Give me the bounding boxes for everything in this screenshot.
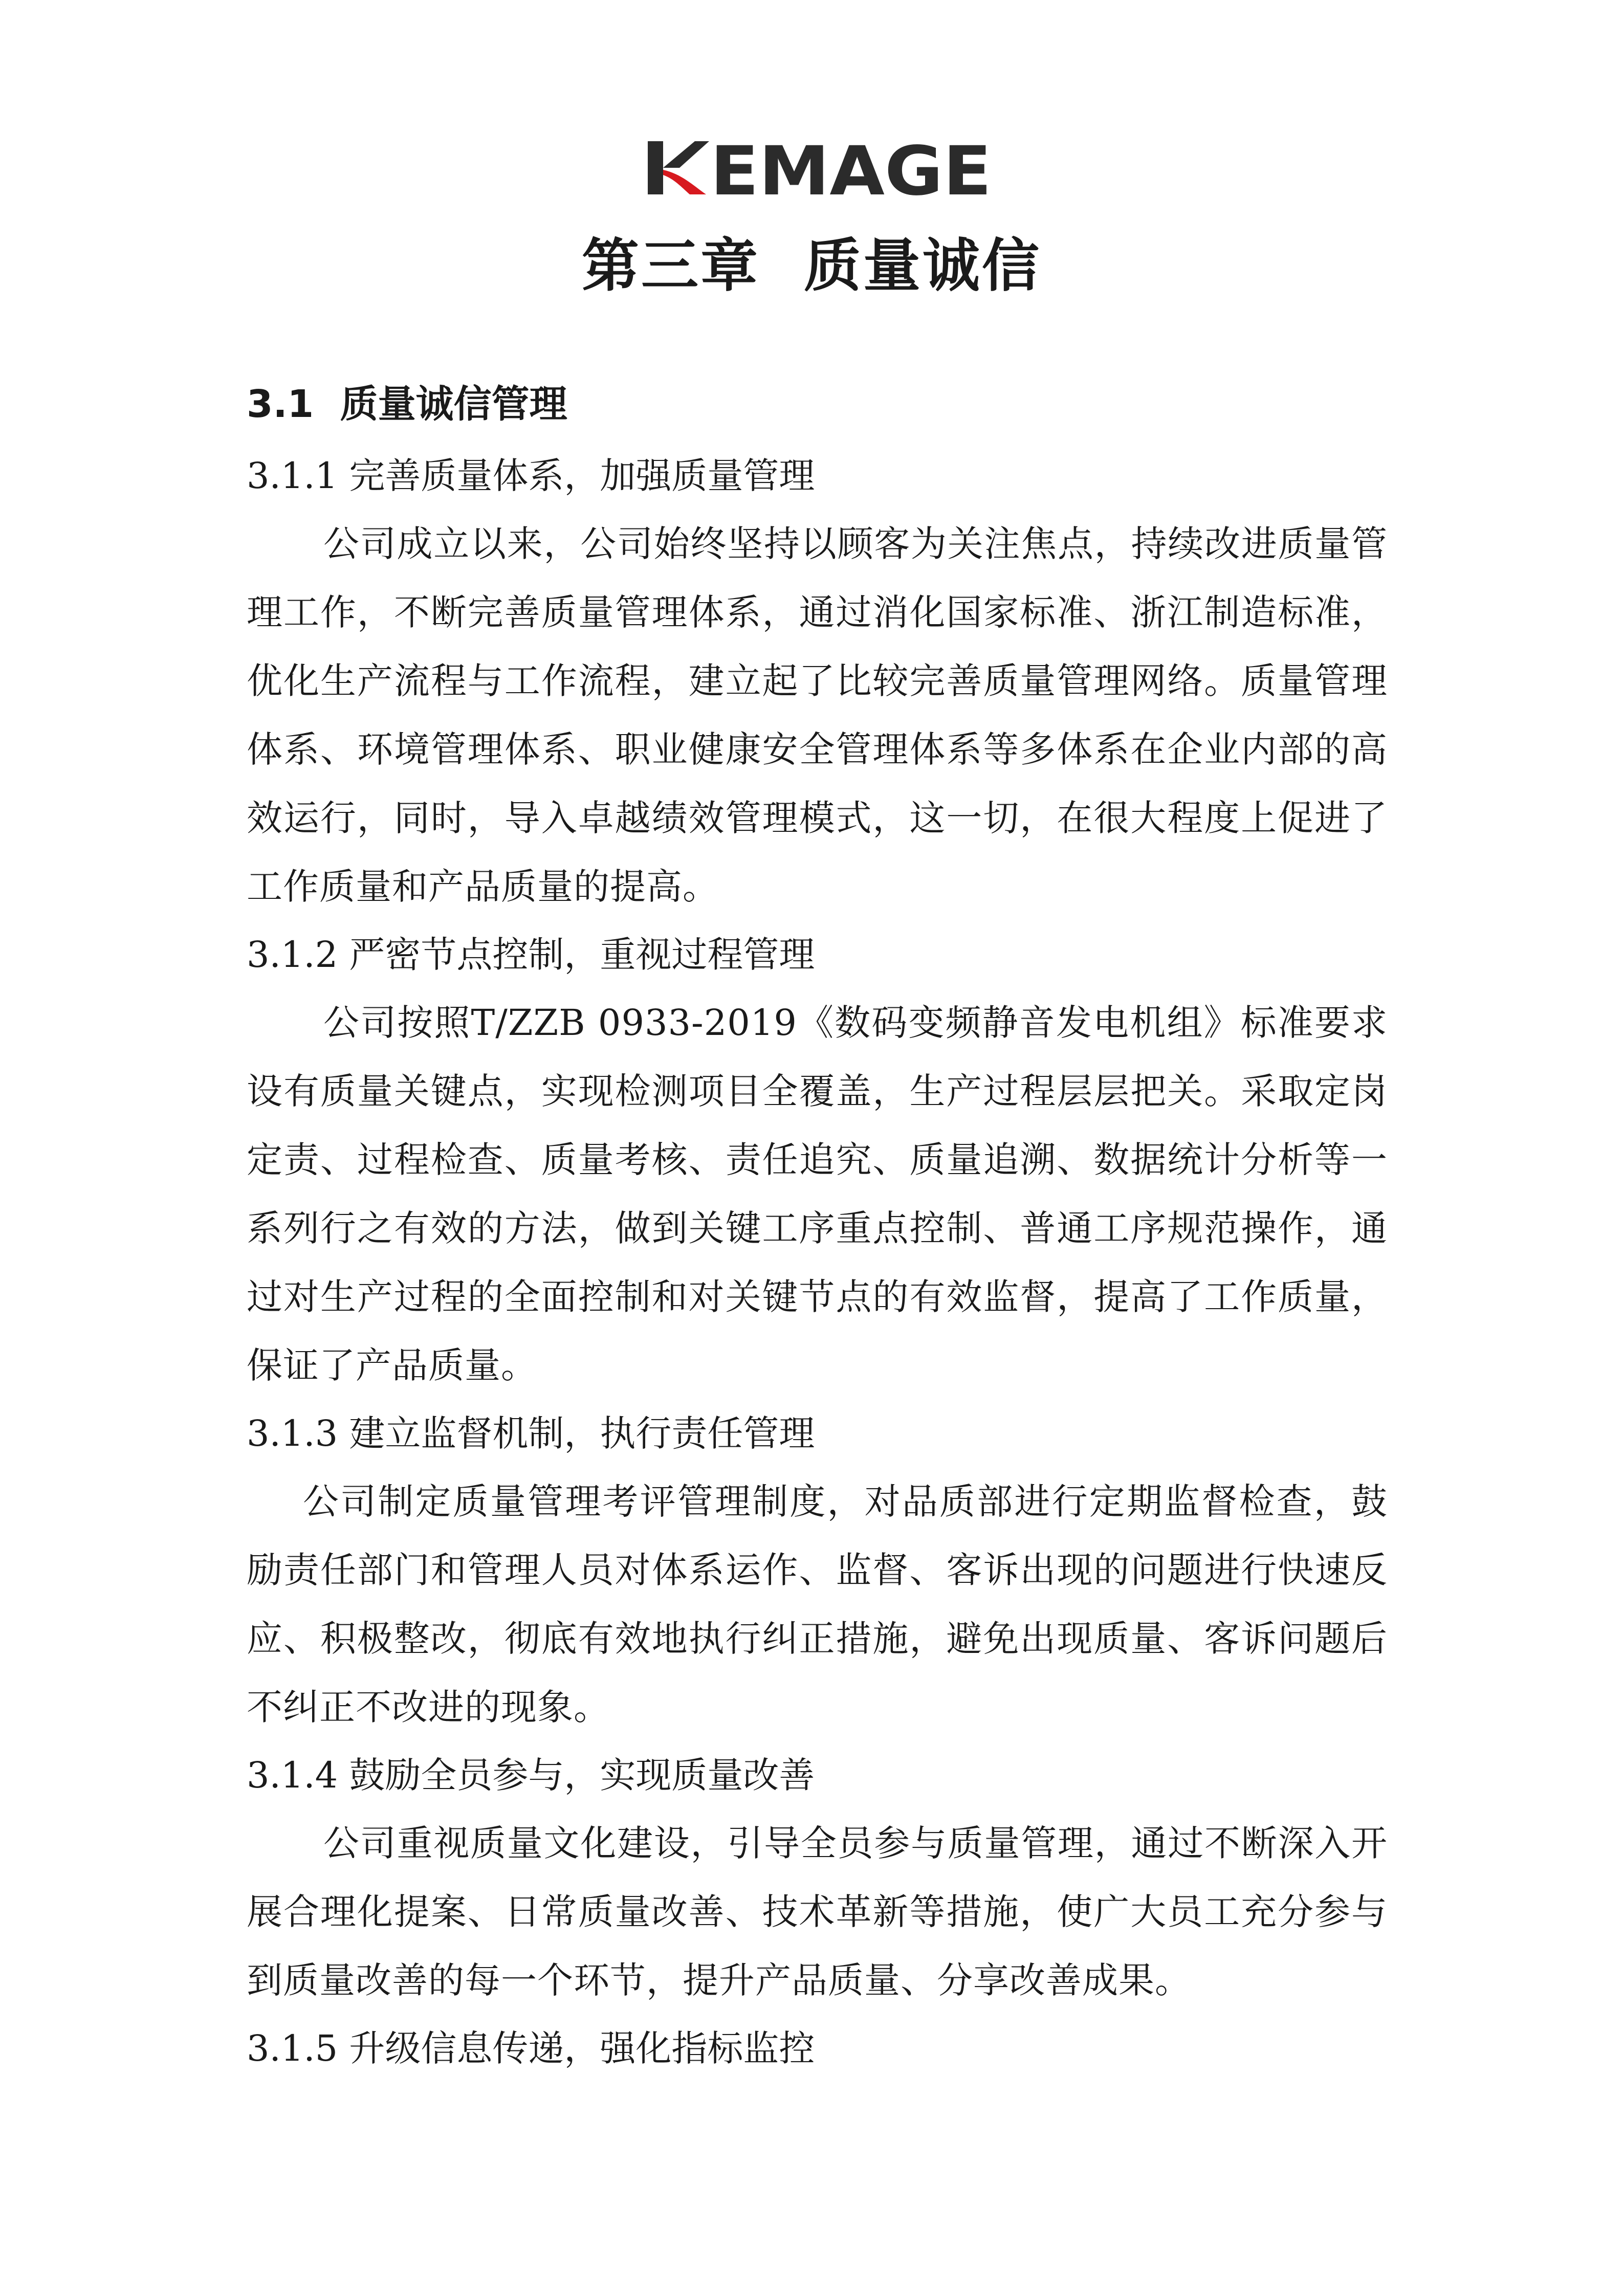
kemage-logo-icon [646, 138, 994, 200]
subsection-heading-3-1-2: 3.1.2 严密节点控制，重视过程管理 [247, 934, 815, 976]
subsection-heading-3-1-5: 3.1.5 升级信息传递，强化指标监控 [247, 2027, 815, 2069]
paragraph-3-1-3: 公司制定质量管理考评管理制度，对品质部进行定期监督检查，鼓励责任部门和管理人员对体系运作、监督、客诉出现的问题进行快速反应、积极整改，彻底有效地执行纠正措施，避免出现质量、客诉问题后不纠正不改进的现象。 [247, 1481, 1388, 1728]
subsection-heading-3-1-3: 3.1.3 建立监督机制，执行责任管理 [247, 1412, 815, 1454]
section-heading: 3.1 质量诚信管理 [247, 382, 567, 426]
document-body [247, 373, 1388, 2082]
paragraph-3-1-2: 公司按照T/ZZB 0933-2019《数码变频静音发电机组》标准要求设有质量关键点，实现检测项目全覆盖，生产过程层层把关。采取定岗定责、过程检查、质量考核、责任追究、质量追溯、数据统计分析等一系列行之有效的方法，做到关键工序重点控制、普通工序规范操作，通过对生产过程的全面控制和对关键节点的有效监督，提高了工作质量，保证了产品质量。 [247, 1002, 1388, 1386]
svg-text:EMAGE: EMAGE [710, 138, 992, 200]
subsection-heading-3-1-1: 3.1.1 完善质量体系，加强质量管理 [247, 455, 815, 497]
chapter-title: 第三章 质量诚信 [582, 232, 1041, 299]
subsection-heading-3-1-4: 3.1.4 鼓励全员参与，实现质量改善 [247, 1754, 815, 1796]
paragraph-3-1-4: 公司重视质量文化建设，引导全员参与质量管理，通过不断深入开展合理化提案、日常质量改善、技术革新等措施，使广大员工充分参与到质量改善的每一个环节，提升产品质量、分享改善成果。 [247, 1822, 1388, 2001]
paragraph-3-1-1: 公司成立以来，公司始终坚持以顾客为关注焦点，持续改进质量管理工作，不断完善质量管理体系，通过消化国家标准、浙江制造标准，优化生产流程与工作流程，建立起了比较完善质量管理网络。质量管理体系、环境管理体系、职业健康安全管理体系等多体系在企业内部的高效运行，同时，导入卓越绩效管理模式，这一切，在很大程度上促进了工作质量和产品质量的提高。 [247, 523, 1388, 908]
kemage-logo [646, 138, 994, 200]
